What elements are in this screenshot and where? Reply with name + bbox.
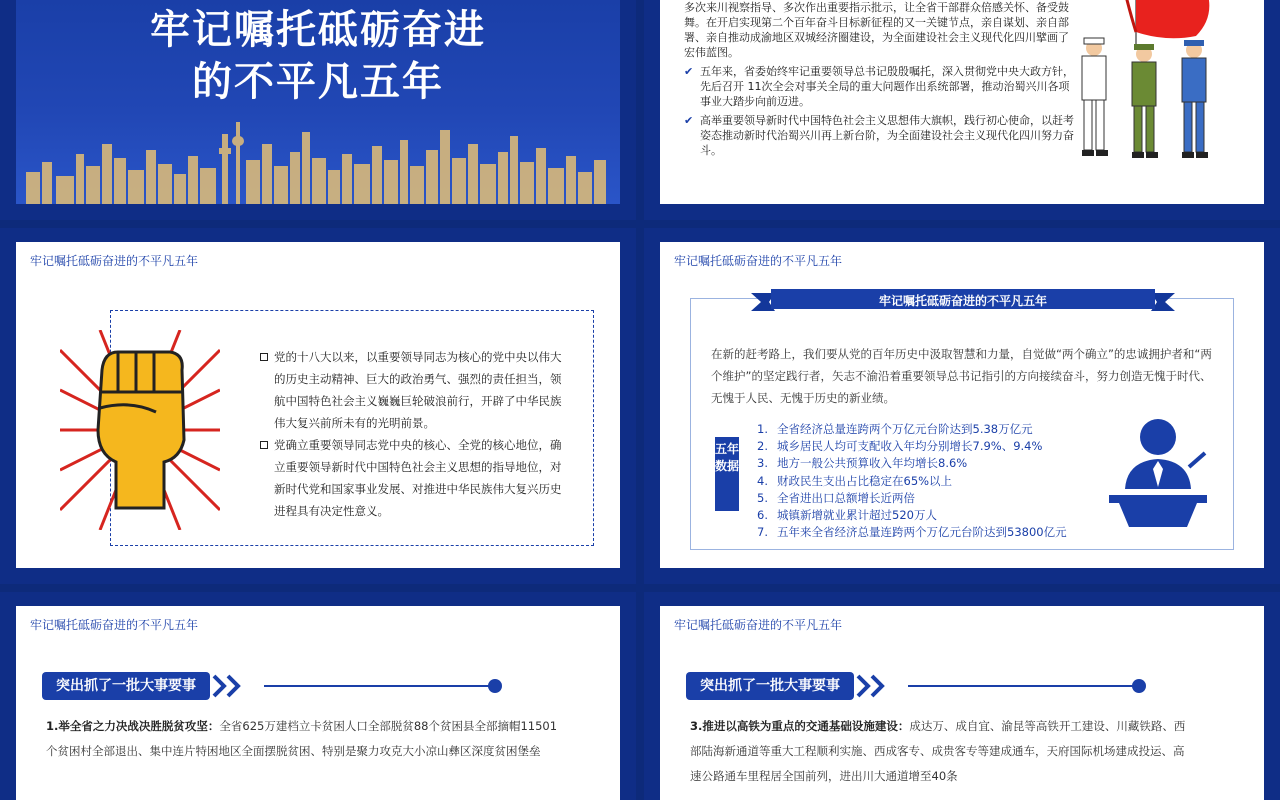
list-item: 5. 全省进出口总额增长近两倍 (757, 490, 915, 505)
double-chevron-right-icon (210, 672, 246, 700)
cover-background (16, 0, 620, 204)
content-frame (690, 294, 1234, 550)
slide-3-body (260, 346, 570, 522)
list-item (684, 64, 1074, 109)
section-tag: 突出抓了一批大事要事 (686, 672, 854, 700)
slide-header: 牢记嘱托砥砺奋进的不平凡五年 (30, 254, 199, 268)
slide-header: 牢记嘱托砥砺奋进的不平凡五年 (30, 618, 199, 632)
section-tag: 突出抓了一批大事要事 (42, 672, 210, 700)
slide-5-canvas (16, 606, 620, 800)
slide-thumbnail-2[interactable] (644, 0, 1280, 220)
bullet-text: 高举重要领导新时代中国特色社会主义思想伟大旗帜，践行初心使命，以赶考姿态推动新时代治蜀兴川再上新台阶，为全面建设社会主义现代化四川努力奋斗。 (700, 114, 1074, 157)
cover-title (16, 4, 620, 108)
raised-fist-icon (60, 330, 220, 530)
city-skyline-illustration (16, 114, 620, 204)
slide-header: 牢记嘱托砥砺奋进的不平凡五年 (674, 618, 843, 632)
five-year-data-tag: 五年数据 (715, 437, 739, 511)
list-item: 2. 城乡居民人均可支配收入年均分别增长7.9%、9.4% (757, 439, 1043, 454)
list-item: 6. 城镇新增就业累计超过520万人 (757, 508, 937, 523)
honor-guard-illustration (1066, 0, 1236, 176)
list-item (260, 346, 570, 434)
list-item: 7. 五年来全省经济总量连跨两个万亿元台阶达到53800亿元 (757, 525, 1067, 540)
slide-4-canvas (660, 242, 1264, 568)
slide-2-text (684, 0, 1074, 162)
data-list (757, 421, 1067, 541)
double-chevron-right-icon (854, 672, 890, 700)
check-icon: ✔ (684, 114, 694, 127)
slide-2-canvas (660, 0, 1264, 204)
item-lead: 1.举全省之力决战决胜脱贫攻坚： (46, 719, 220, 733)
item-text: 党的十八大以来，以重要领导同志为核心的党中央以伟大的历史主动精神、巨大的政治勇气、强烈的责任担当，领航中国特色社会主义巍巍巨轮破浪前行，开辟了中华民族伟大复兴前所未有的光明前景。 (274, 350, 562, 430)
decorative-line (264, 685, 494, 687)
square-bullet-icon (260, 441, 268, 449)
check-icon: ✔ (684, 65, 694, 78)
slide-6-canvas (660, 606, 1264, 800)
cover-title-line-1: 牢记嘱托砥砺奋进 (150, 7, 486, 53)
title-ribbon (751, 289, 1175, 311)
speaker-podium-icon (1105, 417, 1211, 527)
list-item: 4. 财政民生支出占比稳定在65%以上 (757, 473, 953, 488)
item-body: 成达万、成自宜、渝昆等高铁开工建设、川藏铁路、西部陆海新通道等重大工程顺利实施、西成客专、成贵客专等建成通车，天府国际机场建成投运、高速公路通车里程居全国前列，进出川大通道增至40条 (690, 719, 1186, 783)
cover-title-line-2: 的不平凡五年 (192, 59, 444, 105)
slide-thumbnail-4[interactable] (644, 228, 1280, 584)
bullet-text: 五年来，省委始终牢记重要领导总书记殷殷嘱托，深入贯彻党中央大政方针，先后召开 11次全会对事关全局的重大问题作出系统部署，推动治蜀兴川各项事业大踏步向前迈进。 (700, 65, 1074, 108)
decorative-line (908, 685, 1138, 687)
slide-3-canvas (16, 242, 620, 568)
square-bullet-icon (260, 353, 268, 361)
slide-5-body (46, 714, 566, 764)
decorative-dot (488, 679, 502, 693)
slide-header: 牢记嘱托砥砺奋进的不平凡五年 (674, 254, 843, 268)
list-item (684, 113, 1074, 158)
slide-thumbnail-3[interactable] (0, 228, 636, 584)
slide-4-intro: 在新的赶考路上，我们要从党的百年历史中汲取智慧和力量，自觉做“两个确立”的忠诚拥护者和“两个维护”的坚定践行者，矢志不渝沿着重要领导总书记指引的方向接续奋斗，努力创造无愧于时代、无愧于人民、无愧于历史的新业绩。 (711, 347, 1212, 405)
decorative-dot (1132, 679, 1146, 693)
slide-2-bullet-list (684, 64, 1074, 158)
ribbon-title: 牢记嘱托砥砺奋进的不平凡五年 (878, 294, 1047, 308)
slide-6-body (690, 714, 1190, 789)
item-text: 党确立重要领导同志党中央的核心、全党的核心地位，确立重要领导新时代中国特色社会主义思想的指导地位，对新时代党和国家事业发展、对推进中华民族伟大复兴历史进程具有决定性意义。 (274, 438, 562, 518)
list-item: 3. 地方一般公共预算收入年均增长8.6% (757, 456, 968, 471)
list-item: 1. 全省经济总量连跨两个万亿元台阶达到5.38万亿元 (757, 422, 1033, 436)
slide-thumbnail-5[interactable] (0, 592, 636, 800)
item-body: 全省625万建档立卡贫困人口全部脱贫88个贫困县全部摘帽11501个贫困村全部退出、集中连片特困地区全面摆脱贫困、特别是聚力攻克大小凉山彝区深度贫困堡垒 (46, 719, 558, 758)
slide-thumbnail-6[interactable] (644, 592, 1280, 800)
list-item (260, 434, 570, 522)
item-lead: 3.推进以高铁为重点的交通基础设施建设： (690, 719, 910, 733)
slide-2-intro: 多次来川视察指导、多次作出重要指示批示，让全省干部群众倍感关怀、备受鼓舞。在开启实现第二个百年奋斗目标新征程的又一关键节点，亲自谋划、亲自部署、亲自推动成渝地区双城经济圈建设，为全面建设社会主义现代化四川擘画了宏伟蓝图。 (684, 1, 1069, 59)
slide-thumbnail-1[interactable] (0, 0, 636, 220)
